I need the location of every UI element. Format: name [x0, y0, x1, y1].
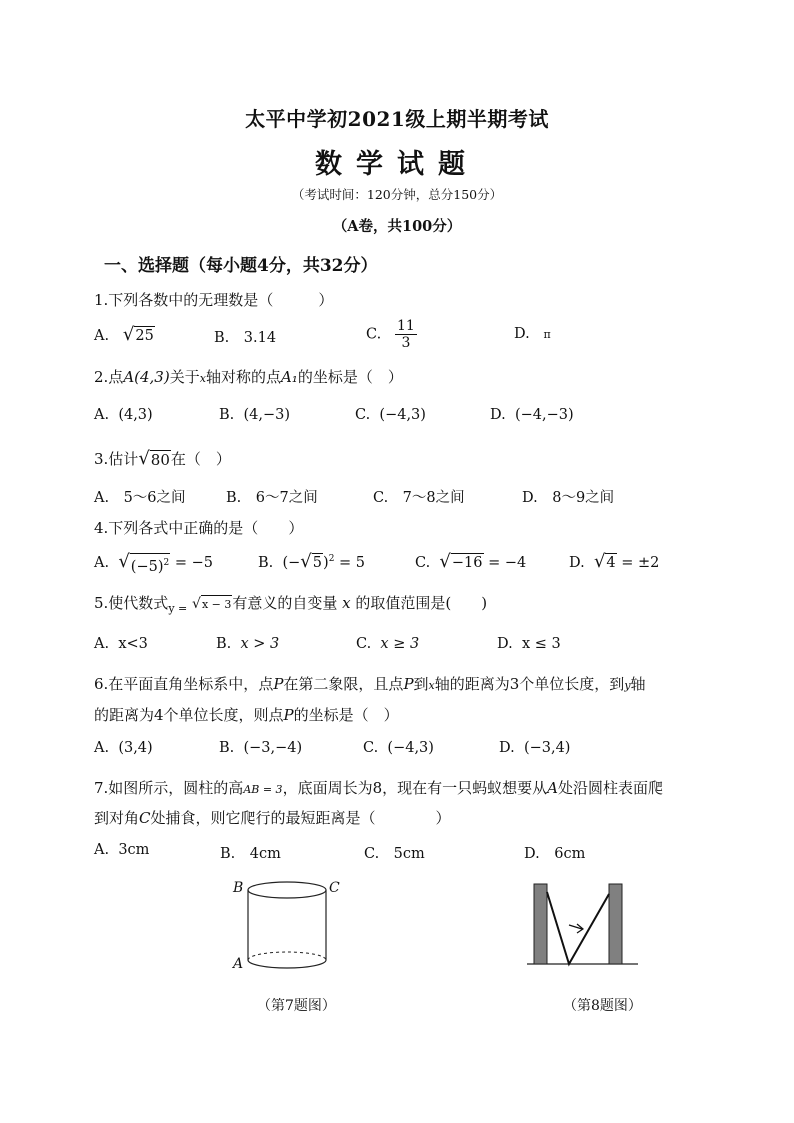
- sqrt-symbol: √ 25: [122, 324, 154, 345]
- q2-option-c: C. (−4,3): [355, 407, 426, 423]
- q4-option-c: C. √ −16 = −4: [415, 551, 527, 572]
- paper-label: （A卷，共100分）: [332, 218, 462, 235]
- exam-info: （考试时间：120分钟，总分150分）: [291, 187, 503, 202]
- q7-option-c: C. 5cm: [364, 846, 425, 862]
- sqrt-symbol: √ x − 3: [192, 596, 232, 612]
- q2-option-b: B. (4,−3): [219, 407, 291, 423]
- question-7-stem-line-2: 到对角C处捕食，则它爬行的最短距离是（ ）: [94, 809, 451, 827]
- left-post: [534, 884, 547, 964]
- q5-option-c: C. x ≥ 3: [356, 636, 420, 652]
- question-6-stem-line-2: 的距离为4个单位长度，则点P的坐标是（ ）: [94, 706, 399, 724]
- fraction: $\frac{11}{3}$: [397, 318, 415, 351]
- school-exam-title: 太平中学初2021级上期半期考试: [245, 107, 549, 131]
- fig7-label-c: C: [329, 880, 340, 896]
- question-2-stem: 2.点A(4,3)关于x轴对称的点A₁的坐标是（ ）: [94, 368, 403, 386]
- q5-option-d: D. x ≤ 3: [497, 636, 561, 652]
- q1-option-d: D. π: [514, 326, 551, 342]
- q1-option-c: C. $\frac{11}{3}$: [366, 318, 415, 351]
- question-1-stem: 1.下列各数中的无理数是（ ）: [94, 291, 334, 309]
- question-4-stem: 4.下列各式中正确的是（ ）: [94, 519, 304, 537]
- q5-option-a: A. x<3: [94, 636, 148, 652]
- q7-option-a: A. 3cm: [94, 842, 150, 858]
- q4-option-b: B. (− √ 5 )$^2$ = 5: [258, 551, 366, 572]
- question-7-stem-line-1: 7.如图所示，圆柱的高AB = 3，底面周长为8，现在有一只蚂蚁想要从A处沿圆柱表面爬: [94, 779, 663, 797]
- q7-option-b: B. 4cm: [220, 846, 281, 862]
- subject-title: 数学试题: [315, 149, 479, 180]
- q2-option-d: D. (−4,−3): [490, 407, 574, 423]
- cylinder-bottom-back: [248, 952, 326, 960]
- q6-option-b: B. (−3,−4): [219, 740, 303, 756]
- q5-option-b: B. x > 3: [216, 636, 280, 652]
- q4-option-a: A. √ $(-5)^2$ = −5: [94, 551, 213, 575]
- q7-option-d: D. 6cm: [524, 846, 586, 862]
- q3-option-b: B. 6～7之间: [226, 490, 318, 506]
- cylinder-bottom-front: [248, 960, 326, 968]
- fig7-label-b: B: [233, 880, 244, 896]
- q1-option-b: B. 3.14: [214, 330, 277, 346]
- question-6-stem-line-1: 6.在平面直角坐标系中，点P在第二象限，且点P到x轴的距离为3个单位长度，到y轴: [94, 675, 646, 693]
- section-heading: 一、选择题（每小题4分，共32分）: [104, 256, 378, 276]
- cylinder-top-ellipse: [248, 882, 326, 898]
- q3-option-c: C. 7～8之间: [373, 490, 465, 506]
- q1-option-a: A. √ 25: [94, 324, 154, 345]
- right-post: [609, 884, 622, 964]
- sqrt-symbol: √ −16: [439, 551, 483, 572]
- q2-option-a: A. (4,3): [94, 407, 153, 423]
- figure-7-caption: （第7题图）: [257, 998, 336, 1014]
- q6-option-a: A. (3,4): [94, 740, 153, 756]
- question-5-stem: 5.使代数式$_{y =}$ √ x − 3 有意义的自变量 x 的取值范围是( ): [94, 594, 488, 615]
- sqrt-symbol: √ 4: [593, 551, 616, 572]
- q6-option-d: D. (−3,4): [499, 740, 571, 756]
- question-3-stem: 3.估计 √ 80 在（ ）: [94, 448, 231, 469]
- sqrt-symbol: √ 80: [138, 448, 170, 469]
- q4-option-d: D. √ 4 = ±2: [569, 551, 660, 572]
- figure-8-posts: [522, 878, 642, 973]
- figure-8-caption: （第8题图）: [563, 998, 642, 1014]
- sqrt-symbol: √ 5: [300, 551, 323, 572]
- q6-option-c: C. (−4,3): [363, 740, 434, 756]
- sqrt-symbol: √ $(-5)^2$: [118, 551, 170, 575]
- q3-option-d: D. 8～9之间: [522, 490, 615, 506]
- q3-option-a: A. 5～6之间: [94, 490, 186, 506]
- fig7-label-a: A: [233, 956, 244, 972]
